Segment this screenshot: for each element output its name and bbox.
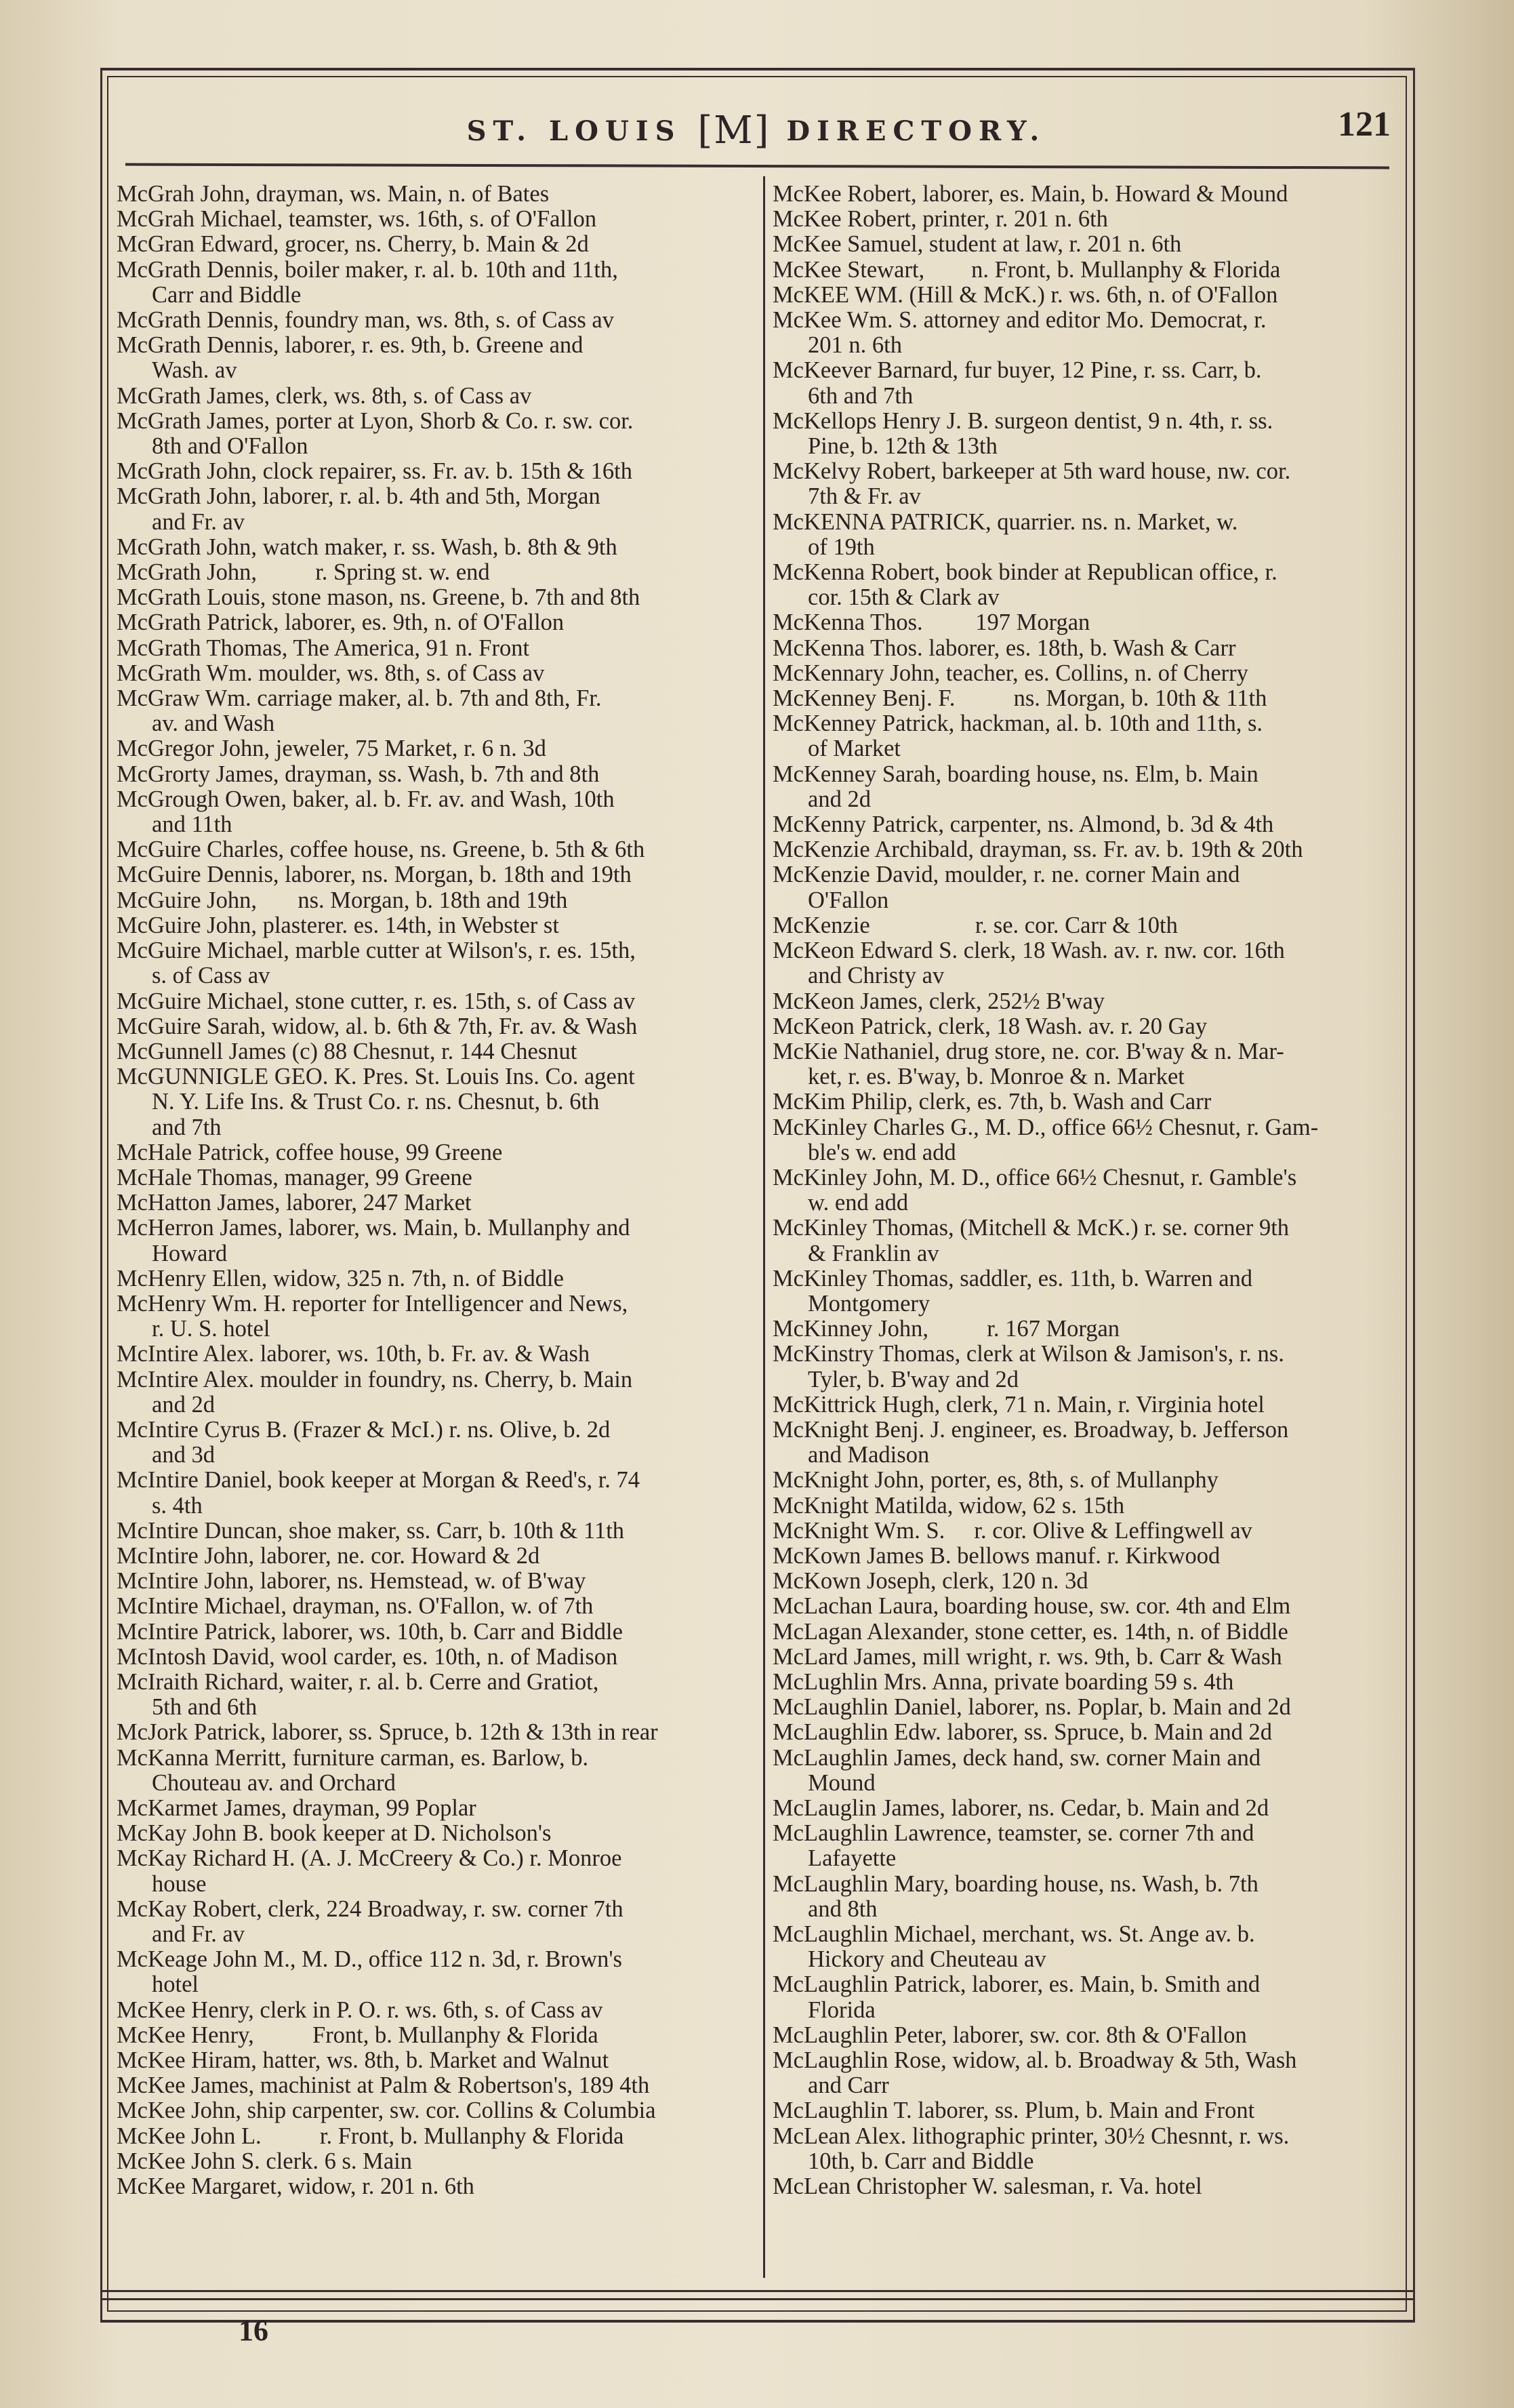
directory-entry [117,636,750,661]
directory-entry [773,1645,1399,1670]
directory-entry [117,1342,750,1367]
entry-line: McKenney Patrick, hackman, al. b. 10th and 11th, s. [773,710,1263,737]
entry-line: McGrath James, clerk, ws. 8th, s. of Cass av [117,382,532,409]
directory-entry [117,1367,750,1418]
entry-continuation: hotel [152,1971,199,1998]
directory-entry [773,1014,1399,1039]
directory-entry [117,1519,750,1544]
directory-entry [117,1190,750,1216]
directory-entry [773,1342,1399,1392]
entry-line: McGuire Michael, stone cutter, r. es. 15th, s. of Cass av [117,988,636,1014]
entry-line: McLaughlin James, deck hand, sw. corner Main and [773,1744,1261,1771]
directory-entry [117,207,750,232]
directory-entry [117,1796,750,1821]
page-title [108,108,1404,153]
directory-entry [773,1216,1399,1266]
directory-entry [773,258,1399,283]
directory-entry [117,1620,750,1645]
entry-continuation: Pine, b. 12th & 13th [808,433,998,460]
directory-entry [773,1493,1399,1519]
entry-line: McHale Patrick, coffee house, 99 Greene [117,1139,503,1165]
directory-entry [117,535,750,560]
entry-line: McKellops Henry J. B. surgeon dentist, 9 n. 4th, r. ss. [773,407,1273,434]
entry-line: McKinley Charles G., M. D., office 66½ Chesnut, r. Gam- [773,1114,1319,1140]
entry-line: McGuire John, ns. Morgan, b. 18th and 19th [117,887,568,913]
entry-line: McLaughlin T. laborer, ss. Plum, b. Main and Front [773,2098,1255,2124]
directory-entry [773,989,1399,1014]
entry-line: McKENNA PATRICK, quarrier. ns. n. Market, w. [773,508,1238,535]
directory-entry [773,913,1399,938]
directory-entry [773,1670,1399,1695]
directory-entry [117,1746,750,1796]
entry-continuation: and Madison [808,1442,930,1468]
entry-line: McKee James, machinist at Palm & Robertson's, 189 4th [117,2072,650,2099]
entry-line: McGrath Wm. moulder, ws. 8th, s. of Cass av [117,660,545,686]
entry-line: McGrath Patrick, laborer, es. 9th, n. of O'Fallon [117,609,565,636]
directory-entry [117,585,750,610]
directory-entry [773,510,1399,560]
entry-line: McKee Stewart, n. Front, b. Mullanphy & Florida [773,256,1281,283]
directory-entry [773,661,1399,686]
entry-line: McKim Philip, clerk, es. 7th, b. Wash and Carr [773,1089,1212,1115]
directory-entry [117,989,750,1014]
directory-entry [773,207,1399,232]
section-letter: [M] [697,108,771,153]
directory-entry [773,1039,1399,1089]
entry-line: McKnight Benj. J. engineer, es. Broadway, b. Jefferson [773,1416,1289,1443]
directory-entry [773,610,1399,635]
directory-entry [773,1165,1399,1216]
entry-line: McKee Wm. S. attorney and editor Mo. Democrat, r. [773,307,1267,334]
entry-continuation: & Franklin av [808,1240,939,1266]
directory-entry [773,1620,1399,1645]
entry-continuation: Hickory and Cheuteau av [808,1946,1046,1973]
directory-entry [117,1821,750,1846]
directory-entry [773,1418,1399,1468]
entry-line: McGraw Wm. carriage maker, al. b. 7th and 8th, Fr. [117,685,602,712]
entry-continuation: Montgomery [808,1290,930,1317]
entry-line: McGrough Owen, baker, al. b. Fr. av. and Wash, 10th [117,786,615,812]
entry-line: McKie Nathaniel, drug store, ne. cor. B'way & n. Mar- [773,1038,1284,1064]
entry-line: McKee Robert, printer, r. 201 n. 6th [773,206,1108,233]
directory-entry [773,1317,1399,1342]
directory-entry [773,1468,1399,1493]
page-number: 121 [1338,105,1391,144]
entry-line: McGrath John, watch maker, r. ss. Wash, b. 8th & 9th [117,534,617,560]
entry-line: McGrath John, clock repairer, ss. Fr. av. b. 15th & 16th [117,458,632,485]
directory-entry [117,762,750,787]
directory-entry [117,2048,750,2073]
entry-line: McHale Thomas, manager, 99 Greene [117,1164,472,1190]
entry-continuation: 5th and 6th [152,1694,258,1721]
entry-line: McGrah John, drayman, ws. Main, n. of Bates [117,181,550,207]
entry-continuation: and Fr. av [152,508,245,535]
entry-continuation: s. of Cass av [152,963,270,989]
entry-line: McKenna Thos. laborer, es. 18th, b. Wash & Carr [773,635,1236,661]
entry-continuation: ket, r. es. B'way, b. Monroe & n. Market [808,1064,1185,1090]
entry-continuation: and Carr [808,2072,889,2099]
directory-entry [773,232,1399,257]
entry-line: McGUNNIGLE GEO. K. Pres. St. Louis Ins. Co. agent [117,1064,635,1090]
entry-line: McKnight John, porter, es, 8th, s. of Mullanphy [773,1467,1219,1493]
entry-line: McIntire John, laborer, ne. cor. Howard & 2d [117,1542,540,1569]
directory-entry [117,1670,750,1720]
directory-column-left [117,182,750,2199]
entry-continuation: and 3d [152,1442,215,1468]
entry-line: McGrath John, laborer, r. al. b. 4th and 5th, Morgan [117,483,600,510]
entry-line: McKEE WM. (Hill & McK.) r. ws. 6th, n. of O'Fallon [773,281,1278,308]
directory-entry [773,1569,1399,1594]
entry-line: McKinley Thomas, saddler, es. 11th, b. Warren and [773,1265,1253,1291]
directory-entry [117,1998,750,2023]
entry-line: McKown Joseph, clerk, 120 n. 3d [773,1568,1088,1594]
entry-line: McLean Alex. lithographic printer, 30½ Chesnnt, r. ws. [773,2123,1290,2149]
entry-line: McGrath Thomas, The America, 91 n. Front [117,635,530,661]
directory-entry [773,308,1399,358]
entry-line: McIntosh David, wool carder, es. 10th, n. of Madison [117,1643,618,1670]
directory-entry [773,1594,1399,1619]
directory-entry [117,686,750,736]
entry-line: McGrath Dennis, boiler maker, r. al. b. 10th and 11th, [117,256,618,283]
directory-entry [117,1039,750,1064]
entry-continuation: s. 4th [152,1492,203,1519]
entry-continuation: Lafayette [808,1845,897,1872]
directory-entry [117,736,750,761]
directory-entry [117,1266,750,1291]
directory-entry [117,560,750,585]
entry-line: McGrath Dennis, foundry man, ws. 8th, s. of Cass av [117,307,614,334]
entry-continuation: ble's w. end add [808,1139,956,1165]
directory-entry [773,1115,1399,1165]
directory-entry [117,2098,750,2123]
directory-entry [773,2174,1399,2199]
directory-entry [117,384,750,409]
entry-line: McIntire Duncan, shoe maker, ss. Carr, b. 10th & 11th [117,1517,625,1544]
directory-entry [117,1846,750,1896]
entry-continuation: and 11th [152,811,232,838]
entry-line: McLaughlin Edw. laborer, ss. Spruce, b. Main and 2d [773,1719,1273,1746]
directory-entry [117,938,750,988]
entry-line: McIntire Michael, drayman, ns. O'Fallon, w. of 7th [117,1593,594,1620]
directory-entry [117,2124,750,2149]
directory-entry [773,1922,1399,1972]
directory-entry [773,1720,1399,1745]
entry-continuation: and Fr. av [152,1921,245,1948]
entry-continuation: of Market [808,736,901,762]
entry-continuation: O'Fallon [808,887,889,913]
entry-continuation: av. and Wash [152,710,275,737]
directory-entry [773,2098,1399,2123]
entry-continuation: Wash. av [152,357,237,384]
entry-line: McKeever Barnard, fur buyer, 12 Pine, r. ss. Carr, b. [773,357,1262,384]
entry-line: McKinney John, r. 167 Morgan [773,1316,1120,1342]
entry-line: McKenny Patrick, carpenter, ns. Almond, b. 3d & 4th [773,811,1274,838]
entry-line: McKown James B. bellows manuf. r. Kirkwood [773,1542,1221,1569]
directory-column-right [773,182,1399,2199]
entry-line: McKee Samuel, student at law, r. 201 n. 6th [773,231,1182,258]
directory-entry [117,2073,750,2098]
entry-continuation: and 2d [808,786,871,812]
entry-continuation: and Christy av [808,963,945,989]
directory-entry [117,1720,750,1745]
entry-line: McGrorty James, drayman, ss. Wash, b. 7th and 8th [117,761,600,787]
entry-line: McIntire Alex. laborer, ws. 10th, b. Fr. av. & Wash [117,1341,590,1367]
directory-entry [117,333,750,383]
entry-line: McGrah Michael, teamster, ws. 16th, s. of O'Fallon [117,206,597,233]
directory-entry [117,1544,750,1569]
entry-line: McKinley Thomas, (Mitchell & McK.) r. se. corner 9th [773,1215,1290,1241]
directory-entry [773,686,1399,711]
entry-line: McKittrick Hugh, clerk, 71 n. Main, r. Virginia hotel [773,1391,1265,1418]
directory-entry [117,2149,750,2174]
entry-line: McKeon Edward S. clerk, 18 Wash. av. r. nw. cor. 16th [773,938,1285,964]
entry-continuation: and 7th [152,1114,222,1140]
directory-entry [117,258,750,308]
entry-line: McGuire Sarah, widow, al. b. 6th & 7th, Fr. av. & Wash [117,1013,638,1039]
directory-entry [117,1064,750,1140]
entry-continuation: 6th and 7th [808,382,914,409]
entry-line: McGrath John, r. Spring st. w. end [117,559,490,586]
directory-entry [773,938,1399,988]
entry-line: McKee John L. r. Front, b. Mullanphy & Florida [117,2123,624,2149]
entry-line: McHerron James, laborer, ws. Main, b. Mullanphy and [117,1215,630,1241]
directory-entry [773,1972,1399,2022]
entry-line: McJork Patrick, laborer, ss. Spruce, b. 12th & 13th in rear [117,1719,658,1746]
directory-entry [773,1746,1399,1796]
directory-entry [117,1947,750,1997]
entry-line: McGrath Louis, stone mason, ns. Greene, b. 7th and 8th [117,584,640,611]
entry-line: McKee Margaret, widow, r. 201 n. 6th [117,2173,474,2200]
directory-entry [117,1468,750,1518]
directory-entry [773,1695,1399,1720]
directory-entry [117,1165,750,1190]
entry-line: McKelvy Robert, barkeeper at 5th ward house, nw. cor. [773,458,1291,485]
directory-entry [117,1418,750,1468]
entry-line: McLaughlin Rose, widow, al. b. Broadway & 5th, Wash [773,2047,1297,2074]
directory-entry [117,661,750,686]
footer-rule [100,2290,1415,2292]
directory-entry [773,711,1399,761]
entry-line: McKenney Sarah, boarding house, ns. Elm, b. Main [773,761,1259,787]
directory-entry [773,812,1399,837]
directory-entry [117,787,750,837]
entry-line: McHenry Wm. H. reporter for Intelligencer and News, [117,1290,628,1317]
entry-line: McLaughlin Lawrence, teamster, se. corner 7th and [773,1820,1254,1847]
directory-entry [117,837,750,862]
entry-line: McKanna Merritt, furniture carman, es. Barlow, b. [117,1744,589,1771]
entry-continuation: Tyler, b. B'way and 2d [808,1366,1019,1392]
directory-entry [117,232,750,257]
entry-line: McIntire Alex. moulder in foundry, ns. Cherry, b. Main [117,1366,633,1392]
entry-line: McGrath Dennis, laborer, r. es. 9th, b. Greene and [117,332,584,359]
entry-continuation: w. end add [808,1190,909,1216]
entry-line: McIntire Patrick, laborer, ws. 10th, b. Carr and Biddle [117,1618,623,1645]
directory-entry [117,459,750,484]
entry-line: McKee John, ship carpenter, sw. cor. Collins & Columbia [117,2098,656,2124]
entry-line: McLughlin Mrs. Anna, private boarding 59 s. 4th [773,1668,1234,1695]
entry-line: McKenzie r. se. cor. Carr & 10th [773,912,1178,938]
directory-entry [773,560,1399,610]
entry-line: McHenry Ellen, widow, 325 n. 7th, n. of Biddle [117,1265,564,1291]
entry-continuation: house [152,1870,207,1897]
entry-line: McKee Henry, Front, b. Mullanphy & Florida [117,2022,598,2048]
directory-entry [773,1392,1399,1418]
entry-line: McLaughlin Daniel, laborer, ns. Poplar, b. Main and 2d [773,1694,1291,1721]
directory-entry [773,1872,1399,1922]
directory-entry [117,1594,750,1619]
directory-entry [773,2048,1399,2098]
directory-entry [117,1569,750,1594]
entry-line: McKee John S. clerk. 6 s. Main [117,2148,412,2174]
entry-line: McKenzie David, moulder, r. ne. corner Main and [773,862,1240,888]
entry-line: McKenna Robert, book binder at Republican office, r. [773,559,1277,586]
entry-continuation: 10th, b. Carr and Biddle [808,2148,1034,2174]
signature-mark: 16 [239,2314,268,2347]
entry-line: McIntire Daniel, book keeper at Morgan & Reed's, r. 74 [117,1467,640,1493]
entry-line: McKnight Wm. S. r. cor. Olive & Leffingwell av [773,1517,1252,1544]
entry-line: McLagan Alexander, stone cetter, es. 14th, n. of Biddle [773,1618,1288,1645]
entry-line: McKay Robert, clerk, 224 Broadway, r. sw. corner 7th [117,1895,623,1922]
directory-entry [117,1140,750,1165]
entry-line: McGrath James, porter at Lyon, Shorb & Co. r. sw. cor. [117,407,634,434]
entry-line: McKennary John, teacher, es. Collins, n. of Cherry [773,660,1248,686]
entry-line: McGuire John, plasterer. es. 14th, in Webster st [117,912,559,938]
directory-entry [117,610,750,635]
directory-entry [773,837,1399,862]
entry-continuation: Chouteau av. and Orchard [152,1769,396,1796]
entry-continuation: and 2d [152,1391,215,1418]
entry-line: McHatton James, laborer, 247 Market [117,1190,472,1216]
entry-line: McIntire Cyrus B. (Frazer & McI.) r. ns. Olive, b. 2d [117,1416,611,1443]
directory-entry [773,1089,1399,1115]
directory-entry [117,1291,750,1342]
entry-continuation: 7th & Fr. av [808,483,921,510]
directory-entry [117,1216,750,1266]
directory-entry [773,182,1399,207]
entry-line: McLachan Laura, boarding house, sw. cor. 4th and Elm [773,1593,1291,1620]
entry-line: McGuire Michael, marble cutter at Wilson's, r. es. 15th, [117,938,636,964]
entry-line: McKenna Thos. 197 Morgan [773,609,1090,636]
directory-entry [117,409,750,459]
directory-entry [117,888,750,913]
entry-line: McLean Christopher W. salesman, r. Va. hotel [773,2173,1202,2200]
entry-line: McGunnell James (c) 88 Chesnut, r. 144 Chesnut [117,1038,577,1064]
entry-continuation: Mound [808,1769,876,1796]
entry-line: McKinley John, M. D., office 66½ Chesnut, r. Gamble's [773,1164,1297,1190]
directory-entry [117,2023,750,2048]
entry-line: McIraith Richard, waiter, r. al. b. Cerre and Gratiot, [117,1668,599,1695]
entry-line: McLaughlin Mary, boarding house, ns. Wash, b. 7th [773,1870,1259,1897]
entry-line: McKeage John M., M. D., office 112 n. 3d, r. Brown's [117,1946,622,1973]
directory-entry [117,308,750,333]
entry-line: McKay John B. book keeper at D. Nicholson's [117,1820,552,1847]
entry-continuation: Howard [152,1240,228,1266]
entry-line: McKinstry Thomas, clerk at Wilson & Jamison's, r. ns. [773,1341,1284,1367]
entry-continuation: 8th and O'Fallon [152,433,308,460]
directory-entry [117,1897,750,1947]
entry-line: McLard James, mill wright, r. ws. 9th, b. Carr & Wash [773,1643,1282,1670]
directory-entry [773,459,1399,509]
directory-entry [117,2174,750,2199]
title-directory: DIRECTORY. [786,115,1046,147]
entry-line: McGran Edward, grocer, ns. Cherry, b. Main & 2d [117,231,589,258]
entry-continuation: Carr and Biddle [152,281,302,308]
directory-entry [773,762,1399,812]
directory-entry [773,1519,1399,1544]
entry-line: McLaughlin Peter, laborer, sw. cor. 8th & O'Fallon [773,2022,1247,2048]
directory-entry [117,913,750,938]
directory-entry [773,1796,1399,1821]
entry-line: McKee Robert, laborer, es. Main, b. Howard & Mound [773,181,1288,207]
entry-line: McKenzie Archibald, drayman, ss. Fr. av. b. 19th & 20th [773,837,1303,863]
directory-entry [117,1014,750,1039]
entry-continuation: and 8th [808,1895,878,1922]
entry-line: McIntire John, laborer, ns. Hemstead, w. of B'way [117,1568,586,1594]
entry-line: McGuire Charles, coffee house, ns. Greene, b. 5th & 6th [117,837,645,863]
entry-continuation: cor. 15th & Clark av [808,584,1000,611]
title-city: ST. LOUIS [466,115,682,147]
entry-line: McGuire Dennis, laborer, ns. Morgan, b. 18th and 19th [117,862,632,888]
footer-rule [100,2298,1415,2300]
entry-line: McGregor John, jeweler, 75 Market, r. 6 n. 3d [117,736,546,762]
running-header [108,95,1404,156]
directory-entry [773,1544,1399,1569]
entry-line: McKeon Patrick, clerk, 18 Wash. av. r. 20 Gay [773,1013,1208,1039]
directory-entry [773,2124,1399,2174]
entry-line: McKee Henry, clerk in P. O. r. ws. 6th, s. of Cass av [117,1996,603,2023]
directory-entry [773,283,1399,308]
directory-entry [773,1821,1399,1871]
directory-entry [773,862,1399,912]
column-divider [763,176,765,2278]
entry-continuation: 201 n. 6th [808,332,902,359]
entry-continuation: of 19th [808,534,875,560]
entry-line: McKay Richard H. (A. J. McCreery & Co.) r. Monroe [117,1845,622,1872]
directory-entry [117,182,750,207]
entry-line: McKarmet James, drayman, 99 Poplar [117,1795,476,1821]
directory-entry [117,484,750,534]
directory-entry [117,862,750,887]
entry-line: McKnight Matilda, widow, 62 s. 15th [773,1492,1125,1519]
entry-continuation: r. U. S. hotel [152,1316,270,1342]
directory-entry [773,409,1399,459]
entry-line: McKee Hiram, hatter, ws. 8th, b. Market and Walnut [117,2047,609,2074]
entry-continuation: N. Y. Life Ins. & Trust Co. r. ns. Chesnut, b. 6th [152,1089,600,1115]
entry-continuation: Florida [808,1996,876,2023]
entry-line: McKeon James, clerk, 252½ B'way [773,988,1105,1014]
entry-line: McLaughlin Michael, merchant, ws. St. Ange av. b. [773,1921,1255,1948]
directory-entry [773,358,1399,408]
entry-line: McLauglin James, laborer, ns. Cedar, b. Main and 2d [773,1795,1269,1821]
directory-entry [773,1266,1399,1317]
entry-line: McKenney Benj. F. ns. Morgan, b. 10th & 11th [773,685,1267,712]
directory-entry [773,2023,1399,2048]
entry-line: McLaughlin Patrick, laborer, es. Main, b. Smith and [773,1971,1261,1998]
directory-entry [773,636,1399,661]
directory-entry [117,1645,750,1670]
